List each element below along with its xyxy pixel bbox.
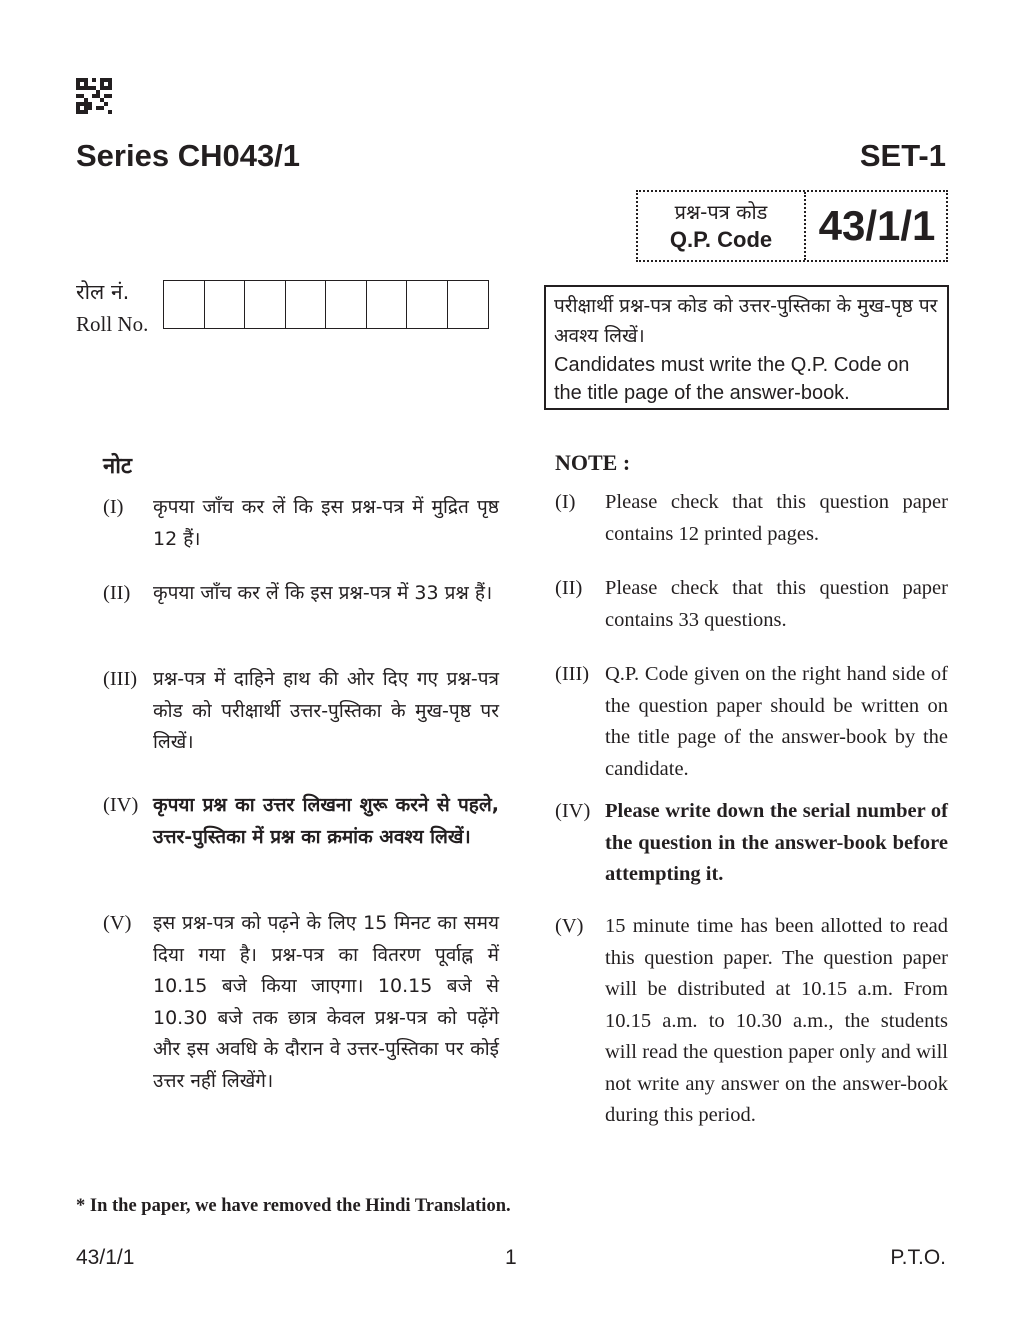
roll-digit-box[interactable] (448, 281, 489, 328)
pto-label: P.T.O. (890, 1246, 946, 1269)
note-number: (II) (103, 582, 131, 604)
instruction-box (544, 285, 949, 410)
qp-code-value: 43/1/1 (818, 202, 936, 249)
note-heading-hindi: नोट (103, 454, 132, 479)
footer-code: 43/1/1 (76, 1246, 135, 1269)
note-text: Please check that this question paper contains 12 printed pages. (605, 491, 948, 545)
note-number: (V) (555, 915, 584, 937)
note-text: Please check that this question paper contains 33 questions. (605, 577, 948, 631)
qp-code-box (636, 190, 948, 262)
qp-code-label (638, 192, 806, 260)
instruction-english: Candidates must write the Q.P. Code on the title page of the answer-book. (554, 354, 910, 404)
note-number: (III) (555, 663, 590, 685)
note-text: 15 minute time has been allotted to read this question paper. The question paper will be distributed at 10.15 a.m. From 10.15 a.m. to 10.30 a.m., the students will read the question paper only and will not write any answer on the answer-book during this period. (605, 915, 948, 1126)
roll-number-boxes[interactable] (163, 280, 489, 329)
roll-digit-box[interactable] (407, 281, 448, 328)
note-number: (I) (103, 496, 124, 518)
note-number: (IV) (555, 800, 591, 822)
note-text: कृपया जाँच कर लें कि इस प्रश्न-पत्र में 33 प्रश्न हैं। (153, 582, 493, 604)
instruction-hindi: परीक्षार्थी प्रश्न-पत्र कोड को उत्तर-पुस्तिका के मुख-पृष्ठ पर अवश्य लिखें। (554, 295, 938, 347)
note-number: (IV) (103, 794, 139, 816)
note-text: इस प्रश्न-पत्र को पढ़ने के लिए 15 मिनट का समय दिया गया है। प्रश्न-पत्र का वितरण पूर्वाह्न में 10.15 बजे किया जाएगा। 10.15 बजे से 10.30 बजे तक छात्र केवल प्रश्न-पत्र को पढ़ेंगे और इस अवधि के दौरान वे उत्तर-पुस्तिका पर कोई उत्तर नहीं लिखेंगे। (153, 912, 499, 1092)
roll-digit-box[interactable] (326, 281, 367, 328)
note-heading-english: NOTE : (555, 450, 631, 475)
roll-digit-box[interactable] (367, 281, 408, 328)
footnote: * In the paper, we have removed the Hindi Translation. (76, 1196, 511, 1216)
qr-code-icon (76, 78, 112, 114)
note-text: Please write down the serial number of the question in the answer-book before attempting it. (605, 800, 948, 885)
roll-label-hindi: रोल नं. (76, 280, 130, 304)
page-number: 1 (505, 1246, 517, 1269)
roll-label-english: Roll No. (76, 312, 149, 336)
note-number: (III) (103, 668, 138, 690)
qp-label-hindi: प्रश्न-पत्र कोड (674, 200, 768, 224)
roll-digit-box[interactable] (286, 281, 327, 328)
note-text: Q.P. Code given on the right hand side of the question paper should be written on the title page of the answer-book by the candidate. (605, 663, 948, 780)
qp-label-english: Q.P. Code (669, 227, 773, 252)
series-label: Series CH043/1 (76, 138, 301, 173)
note-text: कृपया प्रश्न का उत्तर लिखना शुरू करने से पहले, उत्तर-पुस्तिका में प्रश्न का क्रमांक अवश्य लिखें। (153, 794, 499, 848)
note-number: (V) (103, 912, 132, 934)
set-label: SET-1 (859, 138, 946, 173)
roll-digit-box[interactable] (164, 281, 205, 328)
note-number: (I) (555, 491, 576, 513)
roll-digit-box[interactable] (205, 281, 246, 328)
note-number: (II) (555, 577, 583, 599)
roll-digit-box[interactable] (245, 281, 286, 328)
note-text: कृपया जाँच कर लें कि इस प्रश्न-पत्र में मुद्रित पृष्ठ 12 हैं। (153, 496, 499, 550)
note-text: प्रश्न-पत्र में दाहिने हाथ की ओर दिए गए प्रश्न-पत्र कोड को परीक्षार्थी उत्तर-पुस्तिका के मुख-पृष्ठ पर लिखें। (153, 668, 499, 753)
